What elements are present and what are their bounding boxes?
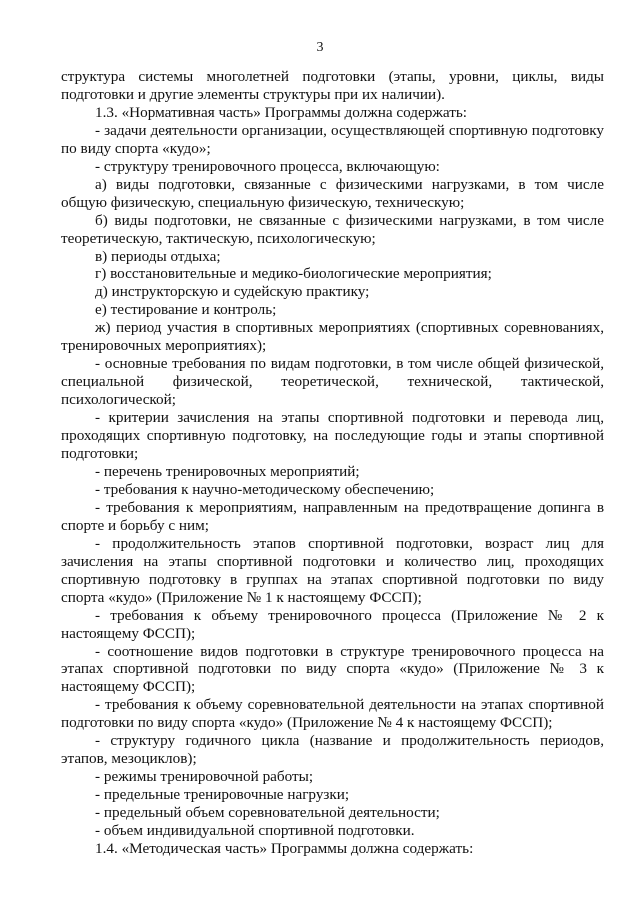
section-heading-1-3: 1.3. «Нормативная часть» Программы должна содержать: bbox=[95, 103, 467, 121]
list-item: - соотношение видов подготовки в структуре тренировочного процесса на этапах спортивной подготовки по виду спорта «кудо» (Приложение № 3 к настоящему ФССП); bbox=[61, 642, 604, 696]
list-item: - критерии зачисления на этапы спортивной подготовки и перевода лиц, проходящих спортивную подготовку, на последующие годы и этапы спортивной подготовки; bbox=[61, 409, 604, 463]
list-item: - перечень тренировочных мероприятий; bbox=[95, 462, 360, 480]
list-item: - задачи деятельности организации, осуществляющей спортивную подготовку по виду спорта «кудо»; bbox=[61, 121, 604, 157]
paragraph-continuation: структура системы многолетней подготовки (этапы, уровни, циклы, виды подготовки и другие элементы структуры при их наличии). bbox=[61, 68, 604, 103]
sublist-item-g: г) восстановительные и медико-биологические мероприятия; bbox=[95, 265, 492, 283]
sublist-item-e: е) тестирование и контроль; bbox=[95, 301, 277, 319]
list-item: - требования к объему тренировочного процесса (Приложение № 2 к настоящему ФССП); bbox=[61, 606, 604, 642]
document-body bbox=[61, 68, 604, 858]
page-number: 3 bbox=[316, 40, 324, 55]
sublist-item-v: в) периоды отдыха; bbox=[95, 247, 221, 265]
list-item: - режимы тренировочной работы; bbox=[95, 768, 314, 786]
list-item: - требования к объему соревновательной деятельности на этапах спортивной подготовки по виду спорта «кудо» (Приложение № 4 к настоящему ФССП); bbox=[61, 696, 604, 732]
list-item: - требования к научно-методическому обеспечению; bbox=[95, 480, 435, 498]
list-item: - основные требования по видам подготовки, в том числе общей физической, специальной физической, теоретической, технической, тактической, психологической; bbox=[61, 355, 604, 409]
sublist-item-d: д) инструкторскую и судейскую практику; bbox=[95, 283, 370, 301]
list-item: - продолжительность этапов спортивной подготовки, возраст лиц для зачисления на этапы спортивной подготовки и количество лиц, проходящих спортивную подготовку в группах на этапах спортивной подготовки по виду спорта «кудо» (Приложение № 1 к настоящему ФССП); bbox=[61, 534, 604, 606]
list-item: - предельные тренировочные нагрузки; bbox=[95, 786, 350, 804]
list-item: - структуру тренировочного процесса, включающую: bbox=[95, 157, 440, 175]
section-heading-1-4: 1.4. «Методическая часть» Программы должна содержать: bbox=[95, 839, 474, 857]
list-item: - объем индивидуальной спортивной подготовки. bbox=[95, 822, 415, 840]
list-item: - предельный объем соревновательной деятельности; bbox=[95, 804, 440, 822]
sublist-item-a: а) виды подготовки, связанные с физическими нагрузками, в том числе общую физическую, специальную физическую, техническую; bbox=[61, 175, 604, 211]
list-item: - структуру годичного цикла (название и продолжительность периодов, этапов, мезоциклов); bbox=[61, 732, 604, 768]
sublist-item-zh: ж) период участия в спортивных мероприятиях (спортивных соревнованиях, тренировочных мероприятиях); bbox=[61, 319, 604, 355]
list-item: - требования к мероприятиям, направленным на предотвращение допинга в спорте и борьбу с ним; bbox=[61, 498, 604, 534]
sublist-item-b: б) виды подготовки, не связанные с физическими нагрузками, в том числе теоретическую, тактическую, психологическую; bbox=[61, 211, 604, 247]
